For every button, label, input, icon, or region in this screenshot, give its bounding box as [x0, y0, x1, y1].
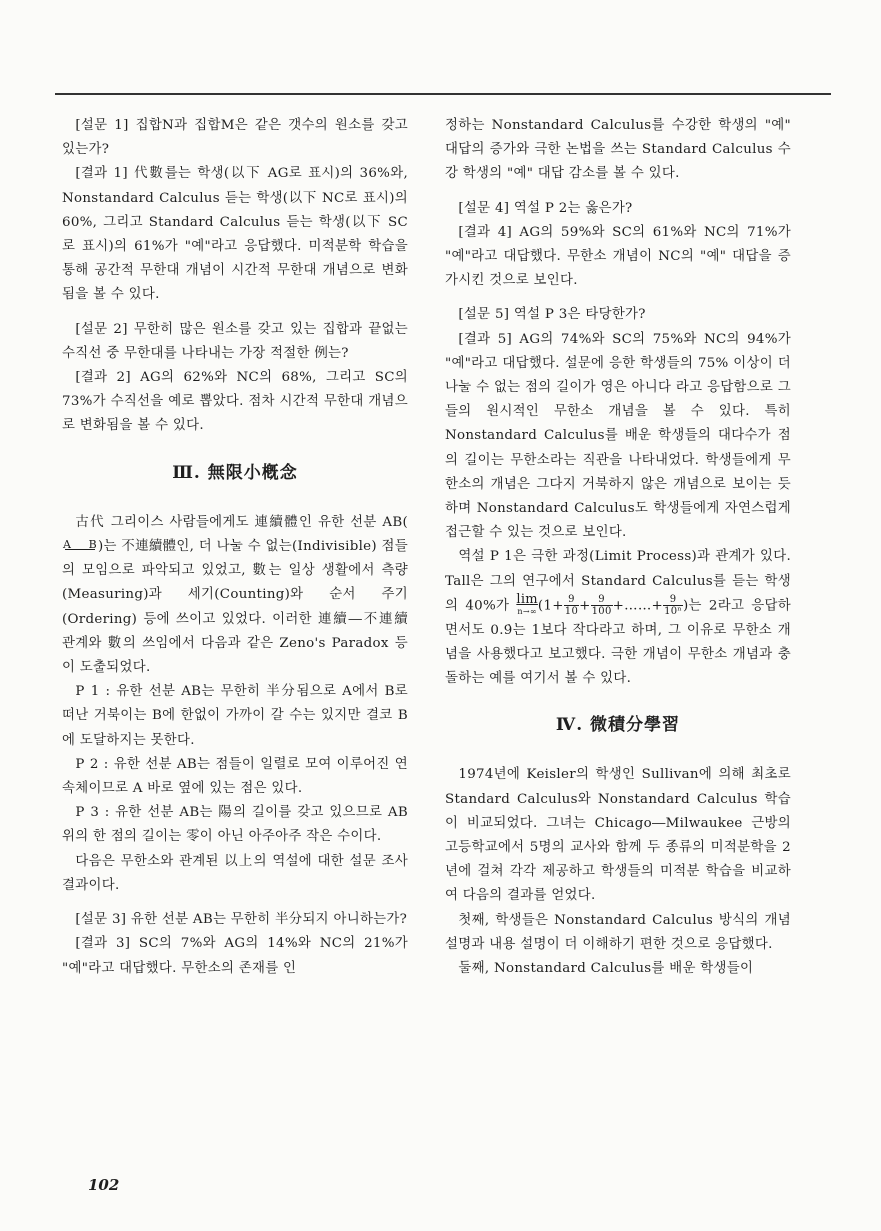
survey-question-2: [설문 2] 무한히 많은 원소를 갖고 있는 집합과 끝없는 수직선 중 무한대를 나타내는 가장 적절한 例는?	[62, 321, 408, 361]
limit-text-start: 역설 P 1은 극한 과정(Limit Process)과 관계가 있다. Tall은 그의 연구에서 Standard Calculus를 듣는 학생의 40%가	[445, 549, 791, 614]
segment-label-b: B	[88, 537, 97, 551]
page-number: 102	[88, 1176, 120, 1194]
fraction-9-10	[564, 594, 579, 617]
fraction-denominator: 100	[591, 606, 612, 618]
survey-intro: 다음은 무한소와 관계된 以上의 역설에 대한 설문 조사 결과이다.	[62, 853, 408, 893]
survey-result-5: [결과 5] AG의 74%와 SC의 75%와 NC의 94%가 "예"라고 대답했다. 설문에 응한 학생들의 75% 이상이 더 나눌 수 없는 점의 길이가 영은 아니다 라고 응답함으로 그들의 원시적인 무한소 개념을 볼 수 있다. 특히 Nonstandard Calculus를 배운 학생들의 대다수가 점의 길이는 무한소라는 직관을 나타내었다. 학생들에게 무한소의 개념은 그다지 거북하지 않은 개념으로 보이는 듯하며 Nonstandard Calculus도 학생들에게 자연스럽게 접근할 수 있는 것으로 보인다.	[445, 331, 791, 541]
survey-result-2: [결과 2] AG의 62%와 NC의 68%, 그리고 SC의 73%가 수직선을 예로 뽑았다. 점차 시간적 무한대 개념으로 변화됨을 볼 수 있다.	[62, 370, 408, 434]
fraction-denominator: 10ⁿ	[664, 606, 683, 618]
survey-result-4: [결과 4] AG의 59%와 SC의 61%와 NC의 71%가 "예"라고 대답했다. 무한소 개념이 NC의 "예" 대답을 증가시킨 것으로 보인다.	[445, 224, 791, 289]
fraction-denominator: 10	[564, 606, 579, 618]
limit-word: lim	[516, 591, 538, 607]
section-3-title: Ⅲ. 無限小槪念	[172, 462, 298, 483]
header-rule	[55, 93, 831, 95]
paradox-p3: P 3 : 유한 선분 AB는 陽의 길이를 갖고 있으므로 AB위의 한 점의 길이는 零이 아닌 아주아주 작은 수이다.	[62, 805, 408, 845]
segment-label-a: A	[63, 537, 72, 551]
limit-text-end: )는 2라고 응답하면서도 0.9̇는 1보다 작다라고 하며, 그 이유로 무한소 개념을 사용했다고 보고했다. 극한 개념이 무한소 개념과 충돌하는 예를 여기서 볼 수 있다.	[445, 598, 792, 686]
paragraph-first-result: 첫째, 학생들은 Nonstandard Calculus 방식의 개념 설명과 내용 설명이 더 이해하기 편한 것으로 응답했다.	[445, 912, 791, 952]
paragraph-continuum	[62, 511, 408, 680]
survey-result-3-continued: 정하는 Nonstandard Calculus를 수강한 학생의 "예" 대답의 증가와 극한 논법을 쓰는 Standard Calculus 수강 학생의 "예" 대답 감소를 볼 수 있다.	[445, 118, 791, 182]
limit-open-paren: (1+	[537, 598, 564, 614]
fraction-numerator: 9	[663, 594, 683, 606]
survey-question-4: [설문 4] 역설 P 2는 옳은가?	[458, 200, 633, 216]
fraction-9-10n	[663, 594, 683, 617]
fraction-numerator: 9	[564, 594, 579, 606]
limit-subscript: n→∞	[517, 606, 537, 616]
segment-line	[65, 549, 95, 550]
paradox-p1: P 1 : 유한 선분 AB는 무한히 半分됨으로 A에서 B로 떠난 거북이는 B에 한없이 가까이 갈 수는 있지만 결코 B에 도달하지는 못한다.	[62, 684, 408, 748]
survey-result-1: [결과 1] 代數를는 학생(以下 AG로 표시)의 36%와, Nonstandard Calculus 듣는 학생(以下 NC로 표시)의 60%, 그리고 Standard Calculus 듣는 학생(以下 SC로 표시)의 61%가 "예"라고 응답했다. 미적분학 학습을 통해 공간적 무한대 개념이 시간적 무한대 개념으로 변화됨을 볼 수 있다.	[62, 166, 408, 303]
right-column	[445, 114, 791, 981]
survey-question-5: [설문 5] 역설 P 3은 타당한가?	[458, 307, 646, 323]
plus-sign: +	[612, 598, 625, 614]
text-after-segment: )는 不連續體인, 더 나눌 수 없는(Indivisible) 점들의 모임으로 파악되고 있었고, 數는 일상 생활에서 측량(Measuring)과 세기(Counting)와 순서 주기(Ordering) 등에 쓰이고 있었다. 이러한 連續―不連續 관계와 數의 쓰임에서 다음과 같은 Zeno's Paradox 등이 도출되었다.	[62, 539, 408, 676]
segment-ab-figure	[62, 539, 98, 555]
paradox-p2: P 2 : 유한 선분 AB는 점들이 일렬로 모여 이루어진 연속체이므로 A 바로 옆에 있는 점은 있다.	[62, 756, 408, 797]
section-4-title: Ⅳ. 微積分學習	[555, 715, 681, 736]
left-column	[62, 114, 408, 981]
paragraph-second-result: 둘째, Nonstandard Calculus를 배운 학생들이	[458, 961, 754, 976]
survey-result-3: [결과 3] SC의 7%와 AG의 14%와 NC의 21%가 "예"라고 대답했다. 무한소의 존재를 인	[62, 936, 408, 976]
fraction-9-100	[591, 594, 613, 617]
survey-question-1: [설문 1] 집합N과 집합M은 같은 갯수의 원소를 갖고 있는가?	[62, 118, 408, 158]
fraction-numerator: 9	[591, 594, 613, 606]
paragraph-sullivan-study: 1974년에 Keisler의 학생인 Sullivan에 의해 최초로 Standard Calculus와 Nonstandard Calculus 학습이 비교되었다. 그녀는 Chicago―Milwaukee 근방의 고등학교에서 5명의 교사와 함께 두 종류의 미적분학을 2년에 걸쳐 각각 제공하고 학생들의 미적분 학습을 비교하여 다음의 결과를 얻었다.	[445, 767, 791, 904]
text-before-segment: 古代 그리이스 사람들에게도 連續體인 유한 선분 AB(	[75, 514, 408, 530]
plus-sign: +	[579, 598, 591, 614]
survey-question-3: [설문 3] 유한 선분 AB는 무한히 半分되지 아니하는가?	[75, 912, 408, 928]
paragraph-limit-process	[445, 545, 791, 691]
ellipsis-plus: ……+	[624, 598, 664, 614]
limit-operator	[516, 591, 538, 618]
